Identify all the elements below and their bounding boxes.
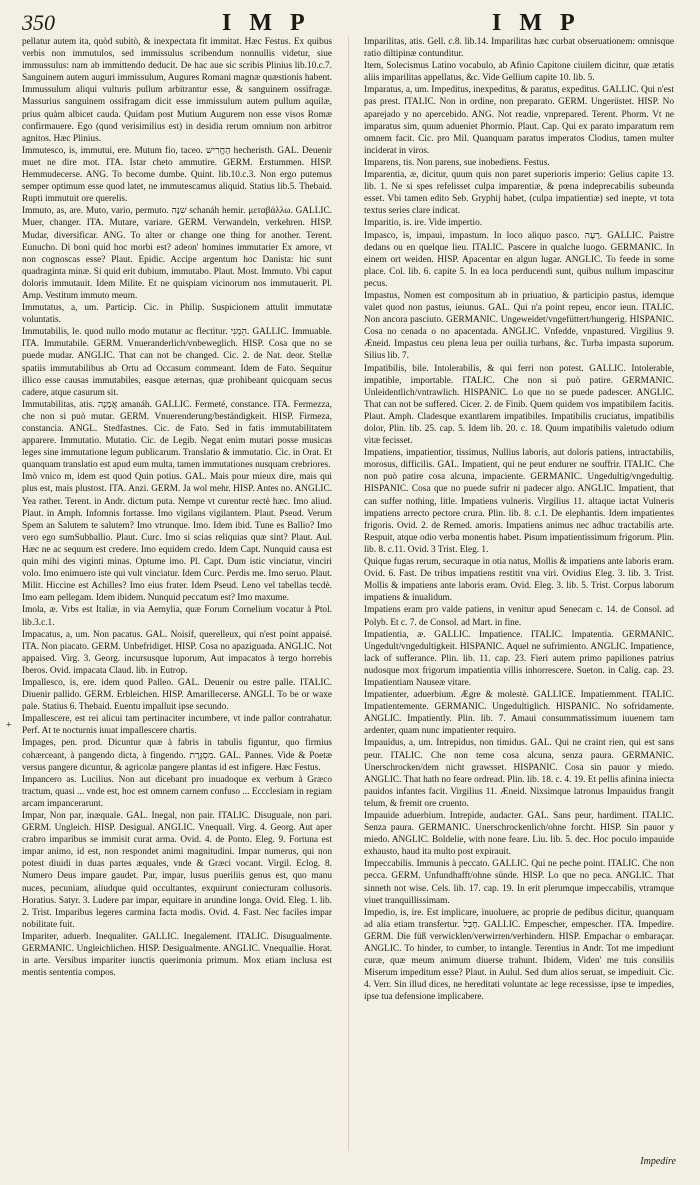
dictionary-entry: Item, Solecismus Latino vocabulo, ab Afinio Capitone ciuilem dicitur, quæ ætatis aliis imparilitas appellatus, &c. Vide Gellium capite 10. lib. 5. [364,61,674,84]
dictionary-entry: Imparentia, æ, dicitur, quum quis non paret superioris imperio: Gelius capite 13. lib. 1. Ne si spes refelisset culpa imparentiæ, & pœna indeprecabilis subeunda esset. Vbi tamen edito Seb. Gryphij habet, (culpa impatientiæ) sed inepte, vt tota textus series clare indicat. [364,170,674,217]
dictionary-entry: Impatiens eram pro valde patiens, in venitur apud Senecam c. 14. de Consol. ad Polyb. Et c. 7. de Consol. ad Mart. in fine. [364,605,674,628]
column-divider [348,36,349,1151]
dictionary-entry: Impedio, is, ire. Est implicare, inuoluere, ac proprie de pedibus dicitur, quanquam ad alia etiam transfertur. חָבַל. GALLIC. Empescher, empescher. ITA. Impedire. GERM. Die füß verwicklen/verwirren/verhindern. HISP. Empachar o embaraçar. ANGLIC. To hinder, to cumber, to intangle. Terentius in Andr. Tot me impediunt curæ, quæ meum animum diuerse trahunt. Ibidem, Viden' me tuis consiliis Miserum impeditum esse? Plaut. in Aulul. Sed dum alios seruat, se impediuit. Cic. 4. Verr. Sin illud dices, ne hereditati voluntate ac lege recessisse, ipse te impedies, ipse tua defensione implicabere. [364,907,674,1003]
dictionary-entry: Impastus, Nomen est compositum ab in priuatiuo, & participio pastus, idemque valet quod non pastus, ieiunus. GAL. Qui n'a point repeu, encor ieun. ITALIC. Non ancora pasciuto. GERMANIC. Ungeweidet/vngefüttert/hungerig. HISPANIC. Cosa no cenada o no apacentada. ANGLIC. Vnfedde, vnpastured. Virgilius 9. Æneid. Impastus ceu plena leua per ouilia turbans, &c. Turba impasta suporum. Silius lib. 7. [364,290,674,362]
dictionary-entry: Impariter, aduerb. Inequaliter. GALLIC. Inegalement. ITALIC. Disugualmente. GERMANIC. Ungleichlichen. HISP. Desigualmente. ANGLIC. Vnequallie. Horat. in arte. Versibus impariter iunctis querimonia primum. Mox etiam inclusa est mentis sententia compos. [22,931,332,979]
dictionary-entry: Impasco, is, impaui, impastum. In loco aliquo pasco. רָעָה. GALLIC. Paistre dedans ou en quelque lieu. ITALIC. Pascere in qualche luogo. GERMANIC. In einem ort weiden. HISP. Apacentar en algun lugar. ANGLIC. To feede in some place. Col. lib. 6. capite 5. In ea loca perducendi sunt, quibus nullum impascitur pecus. [364,230,674,289]
dictionary-entry: Immuto, as, are. Muto, vario, permuto. שִׁנָּה schanáh hemir. μεταβάλλω. GALLIC. Muer, changer. ITA. Mutare, variare. GERM. Verwandeln, verkehren. HISP. Mudar, diversificar. ANG. To alter or change one thing for another. Terent. Eunucho. Di boni quid hoc morbi est? adeon' homines immutarier Ex amore, vt non cognoscas esse? Plaut. Epidic. Accipe argentum hoc Danista: hic sunt quadraginta minæ. Si quid erit dubium, immutabo. Plaut. Most. Immuto. Vbi caput doloris immutauit. Idem Milite. Et ne quispiam vicinorum nos immutauerit. Pl. Amp. Vestitum immuto meum. [22,206,332,301]
dictionary-entry: Immutatus, a, um. Particip. Cic. in Philip. Suspicionem attulit immutatæ voluntatis. [22,303,332,326]
dictionary-entry: Impacatus, a, um. Non pacatus. GAL. Noisif, querelleux, qui n'est point appaisé. ITA. Non piacato. GERM. Unbefridiget. HISP. Cosa no apaziguada. ANGLIC. Not appaised. Virg. 3. Georg. incursusque luporum, Aut impacatos à tergo horrebis Iberos. Ovid. impacata Claud. lib. in Eutrop. [22,629,332,676]
dictionary-entry: Imola, æ. Vrbs est Italiæ, in via Aemylia, quæ Forum Cornelium vocatur à Ptol. lib.3.c.1. [22,605,332,628]
dictionary-entry: pellatur autem ita, quòd subitò, & inexpectata fit immitat. Hæc Festus. Ex quibus verbis non immutulos, sed immissulus scribendum nonnullis videtur, siue immussulus: nam ab immittendo deducit. De hac aue sic scribis Plinius lib.10.c.7. Sanguinem autem auguri immissulum, Augures Romani magnæ quæstionis habent. Immussulum aliqui vulturis pullum arbitrantur esse, & sanguinem ossifragæ. Massurius sanguinem ossifragam dicit esse immissulum autem pullum aquilæ, prius quàm albicet cauda. Quidam post Mutium Augurem non esse visos Romæ confirmauere. Ego (quod verisimilius est) in desidia rerum omnium non arbitror agnitos. Hæc Plinius. [22,37,332,144]
dictionary-entry: Immutabilitas, atis. אֲמָנָה amanáh. GALLIC. Fermeté, constance. ITA. Fermezza, che non si può mutar. GERM. Vnuerenderung/beständigkeit. HISP. Firmeza, constancia. ANGL. Stedfastnes. Cic. de Fato. Sed in fatis immutabilitatem apparere. Immutatio. Mutatio. Cic. de Legib. Negat enim mutari posse musicas leges sine immutatione legum publicarum. Translatio & immutatio. Cic. in Orat. Et quanquam translatio est apud eum multa, tamen immutationes nusquam crebriores. [22,399,332,471]
dictionary-entry: Impatienter, aduerbium. Ægre & molestè. GALLICE. Impatiemment. ITALIC. Impatientemente. GERMANIC. Ungedultiglich. HISPANIC. No sofridamente. ANGLIC. Impatiently. Plin. lib. 7. Amaui consummatissimum iuuenem tam ardenter, quam nunc impatienter requiro. [364,690,674,737]
dictionary-entry: Impauide aduerbium. Intrepide, audacter. GAL. Sans peur, hardiment. ITALIC. Senza paura. GERMANIC. Unerschrockenlich/ohne forcht. HISP. Sin pauor y miedo. ANGLIC. Boldelie, with none feare. Liu. lib. 5. dec. Hoc poculo impauide exhausto, haud ita multo post expirauit. [364,811,674,858]
dictionary-entry: Quique fugas rerum, securaque in otia natus, Mollis & impatiens ante laboris eram. Ovid. 6. Fast. De tribus impatiens restitit vna viri. Ovidius Eleg. 3. lib. 3. Trist. Mollis & impatiens ante laboris eram. Ovid. Eleg. 3. lib. 5. Trist. Corpus laborum impatiens & inualidum. [364,557,674,604]
left-column [22,36,332,1151]
dictionary-entry: Imparilitas, atis. Gell. c.8. lib.14. Imparilitas hæc curbat obseruationem: omnisque ratio diltipinæ contunditur. [364,37,674,60]
running-head-left: I M P [222,10,311,36]
dictionary-entry: Impatiens, impatientior, tissimus, Nullius laboris, aut doloris patiens, intractabilis, morosus, difficilis. GAL. Impatient, qui ne peut endurer ne souffrir. ITALIC. Che non può patire cosa alcuna, impaciente. GERMANIC. Ungedultig/vngedultig. HISPANIC. Cosa que no puede sufrir ni padecer algo. ANGLIC. Impatient, that can suffer nothing, litle. Impatiens vulneris. Virgilius 11. altaque iactat Vulneris impatiens arrecto pectore crura. Plin. lib. 8. c.1. De elephantis. Idem impatientes frigoris. Ovid. 2. de Remed. amoris. Impatiens animus nec adhuc tractabilis arte. Respuit, atque odio verba monentis habet. Pisum impatientissimum frigorum. Plin. lib. 8. c.11. Ovid. 3 Trist. Eleg. 1. [364,448,674,555]
page-header [22,10,678,36]
page-number: 350 [22,10,55,35]
dictionary-entry: Impages, pen. prod. Dicuntur quæ à fabris in tabulis figuntur, quo firmius cohærceant, à pangendo dicta, à fingendo. מִסְגֶּרֶת. GAL. Pannes. Vide & Poetæ versus pangere dicuntur, & agricolæ pangere plantas id est infigere. Hæc Festus. [22,738,332,773]
dictionary-entry: Impatibilis, bile. Intolerabilis, & qui ferri non potest. GALLIC. Intolerable, impatible, importable. ITALIC. Che non si può patire. GERMANIC. Unleidentlich/vntrawlich. HISPANIC. Lo que no se puede padescer. ANGLIC. That can not be suffered. Cicer. 2. de Finib. Quem quidem vos impatibilem facitis. Plaut. Amph. Cladesque exantlarem impatibiles. Impatibilis cruciatus, impatibilis dolor, Plin. lib. 25. cap. 5. Idem lib. 20. c. 18. Quum impatibilis valetudo odium vitæ fecisset. [364,363,674,447]
right-column [364,36,674,1151]
dictionary-entry: Impar, Non par, inæquale. GAL. Inegal, non pair. ITALIC. Disuguale, non pari. GERM. Ungleich. HISP. Desigual. ANGLIC. Vnequall. Virg. 4. Georg. Aut aper crabro imparibus se immisit curat arma. Ovid. 4. de Ponto. Eleg. 9. Fortuna est impar animo, id est, non respondet animi magnitudini. Impar numerus, qui non potest diuidi in duas partes æquales, vnde & Græci vocant. Virgil. Eclog. 8. Numero Deus impare gaudet. Par, impar, lusus pueriliis genus est, quo manu nuces, pecuniam, aliudque quid occultantes, exquirunt coniecturam collusoris. Horatius. Satyr. 3. Ludere par impar, equitare in arundine longa. Ovid. Eleg. 1. lib. 2. Trist. Imparibus legeres carmina facta modis. Ovid. 4. Fast. Nec faciles impar nobilitate fuit. [22,811,332,930]
catchword: Impedire [640,1156,676,1167]
dictionary-entry: Imparatus, a, um. Impeditus, inexpeditus, & paratus, expeditus. GALLIC. Qui n'est pas prest. ITALIC. Non in ordine, non preparato. GERM. Ungerüstet. HISP. No aparejado y no apercebido. ANG. Not readie, vnprepared. Terent. Phorm. Vt ne imparatus sim, quum adueniet Phormio. Plaut. Cap. Qui ex parato imparatum rem omnem facit. Cic. pro Mil. Quanquam paratus imperatos Clodius, tamen multer inciderat in viros. [364,85,674,156]
margin-mark: + [6,720,12,731]
dictionary-entry: Imparitio, is. ire. Vide impertio. [364,218,483,229]
dictionary-entry: Impancero as. Lucilius. Non aut dicebant pro inuadoque ex verbum à Græco tractum, quasi ... vnde est, hoc est omnem carnem confuso ... Eccclesiam in regiam arcam impancerarunt. [22,774,332,809]
dictionary-entry: Immutabilis, le. quod nullo modo mutatur ac flectitur. הֵמְנִי. GALLIC. Immuable. ITA. Immutabile. GERM. Vnueranderlich/vnbeweglich. HISP. Cosa que no se puede mudar. ANGLIC. That can not be changed. Cic. 2. de Nat. deor. Stellæ spatiis immutabilibus ab Ortu ad Occasum commeant. Idem de Fato. Sequitur illico esse causas immutabiles, easque æternas, quæ prohibeant quicquam secus cadere, atque casurum sit. [22,327,332,398]
dictionary-entry: Impallescere, est rei alicui tam pertinaciter incumbere, vt inde pallor contrahatur. Perf. At te nocturnis iuuat impallescere chartis. [22,714,332,737]
dictionary-entry: Impeccabilis. Immunis à peccato. GALLIC. Qui ne peche point. ITALIC. Che non pecca. GERM. Unfundhafft/ohne sünde. HISP. Lo que no peca. ANGLIC. That sinneth not wise. Cels. lib. 17. cap. 19. In erit plerumque impeccabilis, vtramque viuet tranquillissimam. [364,859,674,906]
dictionary-entry: Impallesco, is, ere. idem quod Palleo. GAL. Deuenir ou estre palle. ITALIC. Diuenir pallido. GERM. Erbleichen. HISP. Amarillecerse. ANGLI. To be or waxe pale. Statius 6. Thebaid. Euentu impalluit ipse secundo. [22,677,332,713]
dictionary-entry: Impatientia, æ. GALLIC. Impatience. ITALIC. Impatentia. GERMANIC. Ungedult/vngedultigkeit. HISPANIC. Aquel ne sufrimiento. ANGLIC. Impatience, lack of sufferance. Plin. lib. 11. cap. 23. Fieri autem primo papiliones patrius nudosque mox frigorum impatientia villis inhorrescere. Sueton. in Calig. cap. 23. Impatientiam Nauseæ vitare. [364,629,674,688]
dictionary-entry: Impauidus, a, um. Intrepidus, non timidus. GAL. Qui ne craint rien, qui est sans peur. ITALIC. Che non teme cosa alcuna, senza paura. GERMANIC. Unerschrocken/dem nicht grawsset. HISPANIC. Cosa sin pauor y miedo. ANGLIC. That hath no feare ordread. Plin. lib. 18. c. 4. 19. Et pellis afinina iniecta pauidos infantes facit. Virgilius 11. Æneid. Nixsimque latronus Impauidus frangit telum, & fremit ore cruento. [364,738,674,809]
dictionary-entry: Immutesco, is, immutui, ere. Mutum fio, taceo. הֶחֱרִישׁ hecheristh. GAL. Deuenir muet ne dire mot. ITA. Istar cheto ammutire. GERM. Erstummen. HISP. Hemmudecerse. ANG. To become dumbe. Quint. lib.10.c.3. Non ergo putemus semper optimum esse quod latet, ne immutescamus aliquid. Statius lib.5. Thebaid. Rupti immutuit ore querelis. [22,145,332,205]
dictionary-entry: Imò vnico m, idem est quod Quin potius. GAL. Mais pour mieux dire, mais qui plus est, mais plustost. ITA. Anzi. GERM. Ja wol mehr. HISP. Antes no. ANGLIC. Yea rather. Terent. in Andr. dictum puta. Nempe vt curentur rectè hæc. Imo aliud. Plaut. in Amph. Infomnis fortasse. Imo vigilans vigilantem. Plaut. Pseud. Verum Spem an Salutem te salutem? Imo vtrunque. Imo. Idem ibid. Tune es Ballio? Imo vero ego sumSubballio. Plaut. Curc. Imo si scias reliquias quæ sint? Plaut. Aul. Hæc ne ac sequum est credere. Imo equidem credo. Idem Capt. Nunquid causa est quin mihi des viginti minas. Optume imo. Pl. Capt. Dum istic vinciatur, vinciri volo. Imo enimuero iste qui vult vinciatur. Idem Curc. Perdis me. Imo seruo. Plaut. Milit. Hiccine est Achilles? Imo eius frater. Idem Pseud. Leno vel tabellas tecdè. Imo eam pellegam. Idem ibidem. Nunquid peccatum est? Imo maxume. [22,472,332,604]
running-head-right: I M P [492,10,581,36]
dictionary-entry: Imparens, tis. Non parens, sue inobediens. Festus. [364,157,550,168]
